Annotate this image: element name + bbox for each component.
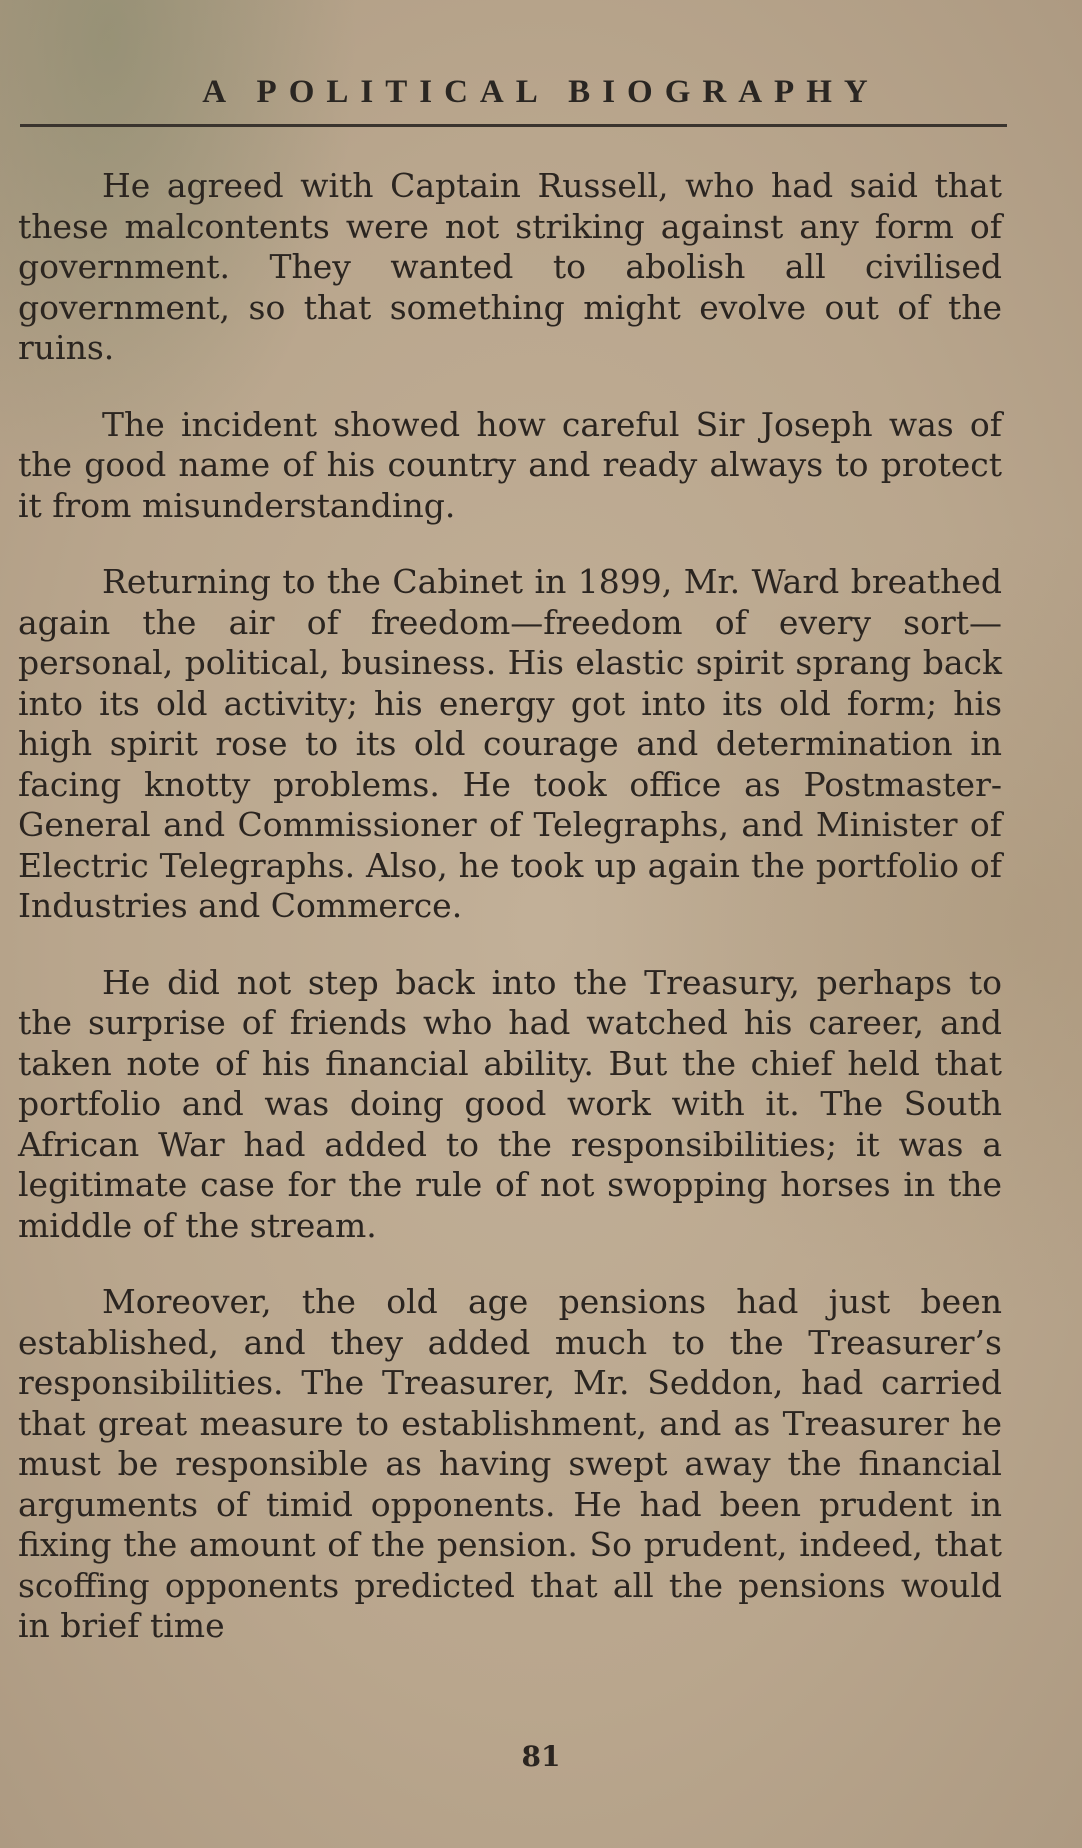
- header-rule: [20, 124, 1007, 127]
- paragraph-2: The incident showed how careful Sir Joseph was of the good name of his country and ready always to protect it from misunderstanding.: [18, 404, 1002, 525]
- paragraph-4: He did not step back into the Treasury, perhaps to the surprise of friends who had watched his career, and taken note of his financial ability. But the chief held that portfolio and was doing good work with it. The South African War had added to the responsibilities; it was a legitimate case for the rule of not swopping horses in the middle of the stream.: [18, 962, 1002, 1245]
- running-head: [0, 74, 1082, 111]
- paragraph-5: Moreover, the old age pensions had just been established, and they added much to the Treasurer’s responsibilities. The Treasurer, Mr. Seddon, had carried that great measure to establishment, and as Treasurer he must be responsible as having swept away the financial arguments of timid opponents. He had been prudent in fixing the amount of the pension. So prudent, indeed, that scoffing opponents predicted that all the pensions would in brief time: [18, 1282, 1002, 1645]
- paragraph-3: Returning to the Cabinet in 1899, Mr. Ward breathed again the air of freedom—freedom of every sort—personal, political, business. His elastic spirit sprang back into its old activity; his energy got into its old form; his high spirit rose to its old courage and determination in facing knotty problems. He took office as Postmaster-General and Commissioner of Telegraphs, and Minister of Electric Telegraphs. Also, he took up again the portfolio of Industries and Commerce.: [18, 562, 1002, 925]
- paragraph-1: He agreed with Captain Russell, who had said that these malcontents were not striking against any form of government. They wanted to abolish all civilised government, so that something might evolve out of the ruins.: [18, 166, 1002, 367]
- body-text: [18, 166, 1002, 1647]
- page-number: 81: [521, 1740, 561, 1773]
- running-head-title: A POLITICAL BIOGRAPHY: [202, 74, 880, 110]
